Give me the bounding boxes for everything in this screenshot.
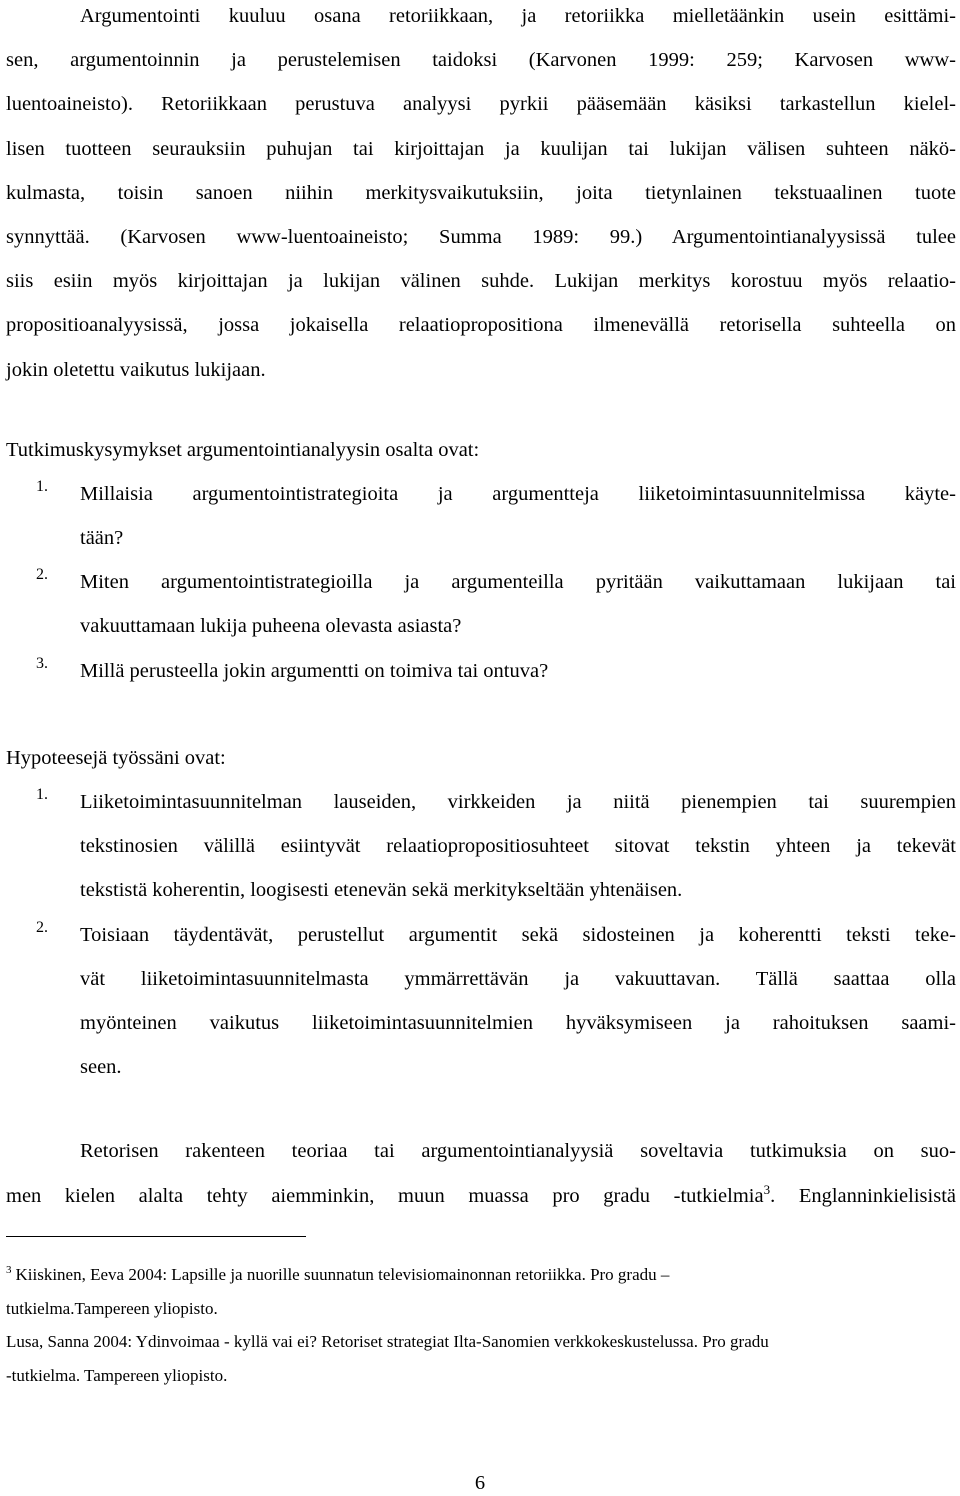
list-item — [6, 655, 956, 699]
paragraph-line: Retorisen rakenteen teoriaa tai argumentointianalyysiä soveltavia tutkimuksia on suo- — [80, 1140, 956, 1163]
list-item-number: 1. — [36, 786, 48, 803]
list-item-line: Millä perusteella jokin argumentti on toimiva tai ontuva? — [80, 659, 549, 682]
list-item-line: Liiketoimintasuunnitelman lauseiden, virkkeiden ja niitä pienempien tai suurempien — [80, 791, 956, 813]
paragraph-line: synnyttää. (Karvosen www-luentoaineisto; Summa 1989: 99.) Argumentointianalyysissä tulee — [6, 225, 956, 248]
paragraph-line: siis esiin myös kirjoittajan ja lukijan välinen suhde. Lukijan merkitys korostuu myös relaatio- — [6, 270, 956, 293]
hypotheses-section — [6, 742, 956, 1096]
paragraph-line: sen, argumentoinnin ja perustelemisen taidoksi (Karvonen 1999: 259; Karvosen www- — [6, 49, 956, 72]
paragraph-line: lisen tuotteen seurauksiin puhujan tai kirjoittajan ja kuulijan tai lukijan välisen suhteen näkö- — [6, 137, 956, 160]
paragraph-previous-research — [6, 1135, 956, 1223]
footnote-separator — [6, 1236, 306, 1237]
list-item-number: 2. — [36, 918, 48, 936]
list-item-line: Toisiaan täydentävät, perustellut argumentit sekä sidosteinen ja koherentti teksti teke- — [80, 923, 956, 946]
footnote-line: tutkielma.Tampereen yliopisto. — [6, 1298, 218, 1318]
paragraph-line: Argumentointi kuuluu osana retoriikkaan, ja retoriikka mielletäänkin usein esittämi- — [80, 5, 956, 27]
list-item-number: 3. — [36, 654, 48, 672]
list-item — [6, 566, 956, 654]
document-page — [6, 0, 956, 1224]
footnote-line: Lusa, Sanna 2004: Ydinvoimaa - kyllä vai ei? Retoriset strategiat Ilta-Sanomien verkkokeskustelussa. Pro gradu — [6, 1332, 769, 1351]
paragraph-argumentation-intro — [6, 0, 956, 398]
research-questions-section — [6, 434, 956, 699]
list-item-line: Millaisia argumentointistrategioita ja argumentteja liiketoimintasuunnitelmissa käyte- — [80, 482, 956, 505]
footnote-line: -tutkielma. Tampereen yliopisto. — [6, 1365, 228, 1385]
list-item-line: tään? — [80, 527, 124, 550]
list-item-number: 1. — [36, 477, 48, 495]
list-item-number: 2. — [36, 566, 48, 584]
paragraph-line: kulmasta, toisin sanoen niihin merkitysvaikutuksiin, joita tietynlainen tekstuaalinen tuote — [6, 181, 956, 204]
paragraph-line — [6, 1180, 956, 1224]
list-item-line: vät liiketoimintasuunnitelmasta ymmärrettävän ja vakuuttavan. Tällä saattaa olla — [80, 967, 956, 990]
footnote-marker: 3 — [6, 1264, 12, 1277]
list-item-line: tekstistä koherentin, loogisesti etenevän sekä merkitykseltään yhtenäisen. — [80, 879, 683, 902]
list-item-line: myönteinen vaikutus liiketoimintasuunnitelmien hyväksymiseen ja rahoituksen saami- — [80, 1011, 956, 1034]
list-item-line: vakuuttamaan lukija puheena olevasta asiasta? — [80, 615, 462, 638]
list-item-line: Miten argumentointistrategioilla ja argumenteilla pyritään vaikuttamaan lukijaan tai — [80, 571, 956, 594]
list-item — [6, 786, 956, 919]
list-item — [6, 478, 956, 566]
paragraph-line-text: . Englanninkielisistä — [770, 1184, 956, 1207]
paragraph-line: propositioanalyysissä, jossa jokaisella relaatiopropositiona ilmenevällä retorisella suhteella on — [6, 314, 956, 337]
paragraph-line-text: men kielen alalta tehty aiemminkin, muun muassa pro gradu -tutkielmia — [6, 1184, 764, 1207]
list-item-line: seen. — [80, 1056, 122, 1079]
list-item-line: tekstinosien välillä esiintyvät relaatiopropositiosuhteet sitovat tekstin yhteen ja tekevät — [80, 835, 956, 858]
footnote-text: Kiiskinen, Eeva 2004: Lapsille ja nuorille suunnatun televisiomainonnan retoriikka. Pro gradu – — [15, 1265, 670, 1284]
paragraph-line: jokin oletettu vaikutus lukijaan. — [6, 358, 266, 381]
paragraph-line: luentoaineisto). Retoriikkaan perustuva analyysi pyrkii pääsemään käsiksi tarkastellun kielel- — [6, 93, 956, 116]
footnote-line — [6, 1262, 956, 1296]
page-number: 6 — [474, 1472, 486, 1494]
research-questions-heading: Tutkimuskysymykset argumentointianalyysin osalta ovat: — [6, 438, 480, 461]
hypotheses-heading: Hypoteesejä työssäni ovat: — [6, 746, 226, 769]
footnote-reference[interactable]: 3 — [763, 1181, 771, 1197]
list-item — [6, 919, 956, 1096]
footnotes — [6, 1262, 956, 1396]
